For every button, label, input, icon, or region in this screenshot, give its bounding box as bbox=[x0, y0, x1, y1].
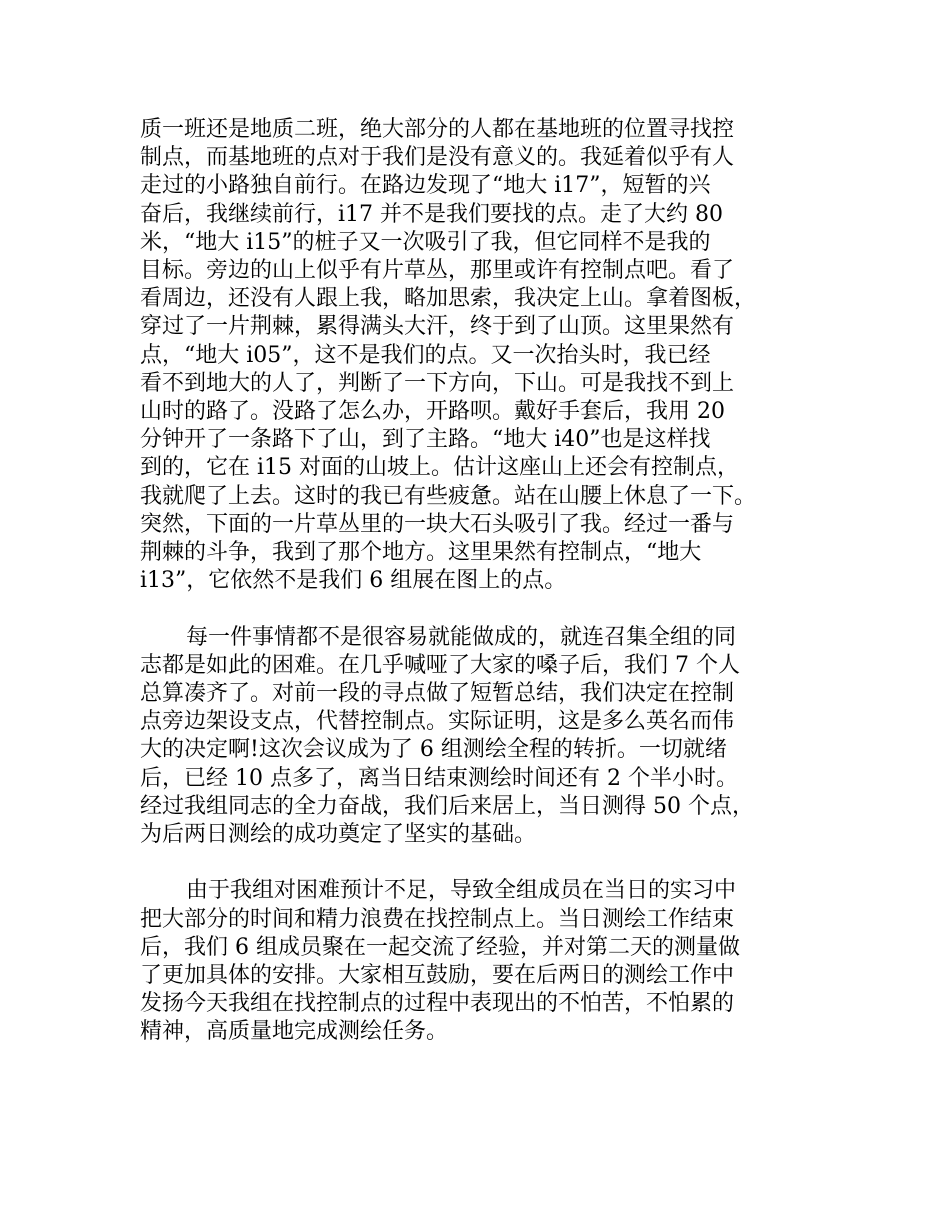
paragraph-3 bbox=[140, 877, 830, 1046]
paragraph-gap bbox=[140, 595, 830, 623]
text-line: 后，已经 10 点多了，离当日结束测绘时间还有 2 个半小时。 bbox=[140, 765, 738, 791]
text-line: 看不到地大的人了，判断了一下方向，下山。可是我找不到上 bbox=[140, 370, 735, 396]
text-line: 大的决定啊!这次会议成为了 6 组测绘全程的转折。一切就绪 bbox=[140, 737, 727, 763]
text-line: 山时的路了。没路了怎么办，开路呗。戴好手套后，我用 20 bbox=[140, 399, 725, 425]
text-line: 米，“地大 i15”的桩子又一次吸引了我，但它同样不是我的 bbox=[140, 229, 711, 255]
text-line: 志都是如此的困难。在几乎喊哑了大家的嗓子后，我们 7 个人 bbox=[140, 652, 740, 678]
paragraph-1 bbox=[140, 116, 830, 595]
text-line: 走过的小路独自前行。在路边发现了“地大 i17”，短暂的兴 bbox=[140, 173, 711, 199]
paragraph-gap bbox=[140, 849, 830, 877]
paragraph-2 bbox=[140, 624, 830, 850]
text-line: 质一班还是地质二班，绝大部分的人都在基地班的位置寻找控 bbox=[140, 117, 735, 142]
text-line: 看周边，还没有人跟上我，略加思索，我决定上山。拿着图板， bbox=[140, 286, 757, 312]
text-line: 总算凑齐了。对前一段的寻点做了短暂总结，我们决定在控制 bbox=[140, 681, 735, 707]
text-line: 制点，而基地班的点对于我们是没有意义的。我延着似乎有人 bbox=[140, 145, 735, 171]
text-line: 目标。旁边的山上似乎有片草丛，那里或许有控制点吧。看了 bbox=[140, 258, 735, 284]
text-line: 点，“地大 i05”，这不是我们的点。又一次抬头时，我已经 bbox=[140, 342, 711, 368]
text-line: 荆棘的斗争，我到了那个地方。这里果然有控制点，“地大 bbox=[140, 540, 702, 566]
text-line: 穿过了一片荆棘，累得满头大汗，终于到了山顶。这里果然有 bbox=[140, 314, 735, 340]
text-line: 为后两日测绘的成功奠定了坚实的基础。 bbox=[140, 822, 537, 848]
text-line: 精神，高质量地完成测绘任务。 bbox=[140, 1019, 449, 1045]
text-line: 后，我们 6 组成员聚在一起交流了经验，并对第二天的测量做 bbox=[140, 934, 740, 960]
text-line: i13”，它依然不是我们 6 组展在图上的点。 bbox=[140, 568, 567, 594]
text-line: 把大部分的时间和精力浪费在找控制点上。当日测绘工作结束 bbox=[140, 906, 735, 932]
text-line: 我就爬了上去。这时的我已有些疲惫。站在山腰上休息了一下。 bbox=[140, 483, 757, 509]
text-line: 点旁边架设支点，代替控制点。实际证明，这是多么英名而伟 bbox=[140, 709, 735, 735]
text-line: 每一件事情都不是很容易就能做成的，就连召集全组的同 bbox=[186, 624, 737, 650]
text-line: 到的，它在 i15 对面的山坡上。估计这座山上还会有控制点， bbox=[140, 455, 740, 481]
text-line: 分钟开了一条路下了山，到了主路。“地大 i40”也是这样找 bbox=[140, 427, 711, 453]
text-line: 由于我组对困难预计不足，导致全组成员在当日的实习中 bbox=[186, 878, 737, 904]
text-line: 经过我组同志的全力奋战，我们后来居上，当日测得 50 个点， bbox=[140, 793, 754, 819]
text-line: 发扬今天我组在找控制点的过程中表现出的不怕苦，不怕累的 bbox=[140, 991, 735, 1017]
body-text bbox=[140, 116, 830, 1047]
text-line: 突然，下面的一片草丛里的一块大石头吸引了我。经过一番与 bbox=[140, 511, 735, 537]
text-line: 奋后，我继续前行，i17 并不是我们要找的点。走了大约 80 bbox=[140, 201, 724, 227]
text-line: 了更加具体的安排。大家相互鼓励，要在后两日的测绘工作中 bbox=[140, 963, 735, 989]
